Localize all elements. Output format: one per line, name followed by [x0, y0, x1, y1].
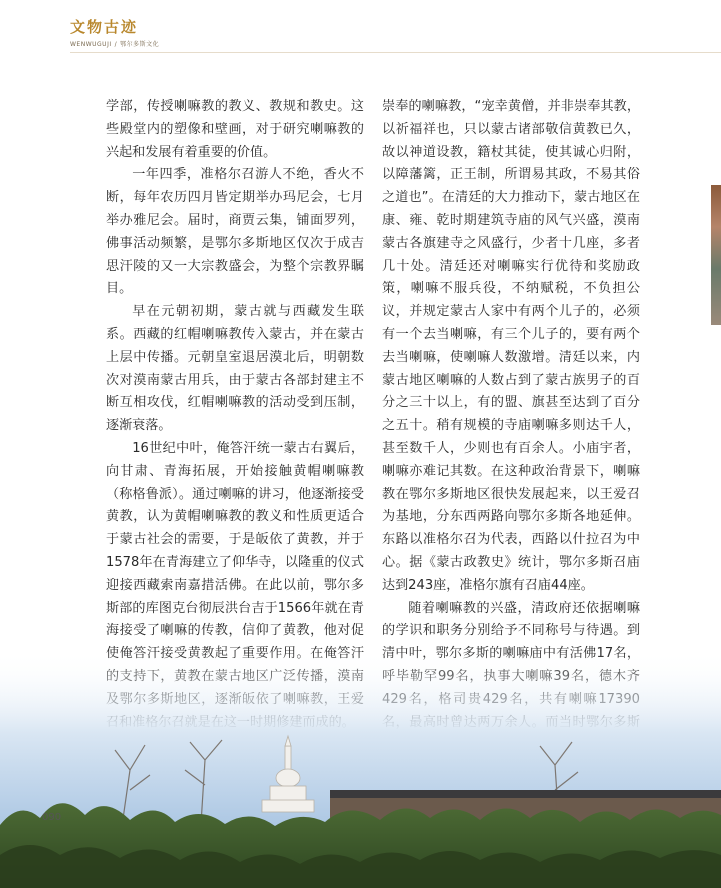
paragraph: 一年四季，准格尔召游人不绝，香火不断，每年农历四月皆定期举办玛尼会，七月举办雅尼会。届时，商贾云集，铺面罗列，佛事活动频繁，是鄂尔多斯地区仅次于成吉思汗陵的又一大宗教盛会，为整个宗教界瞩目。: [106, 167, 364, 297]
column-title: 文物古迹: [70, 18, 139, 36]
page-number: 090: [42, 812, 62, 823]
paragraph: 16世纪中叶，俺答汗统一蒙古右翼后，向甘肃、青海拓展，开始接触黄帽喇嘛教（称格鲁派）。通过喇嘛的讲习，他逐渐接受黄教，认为黄帽喇嘛教的教义和性质更适合于蒙古社会的需要，于是皈依了黄教，并于1578年在青海建立了仰华寺，以隆重的仪式迎接西藏索南嘉措活佛。在此以前，鄂尔多斯部的库图克台彻辰洪台吉于1566年就在青海接受了喇嘛的传教，信仰了黄教，他对促: [106, 440, 364, 639]
paragraph: 崇奉的喇嘛教，“宠幸黄僧，并非崇奉其教，以祈福祥也，只以蒙古诸部敬信黄教已久，故以神道设教，籍杖其徒，使其诚心归附，以障藩篱，正王制，所谓易其政，不易其俗之道也”。在清廷的大力推动下，蒙古地区在康、雍、乾时期建筑寺庙的风气兴盛，漠南蒙古各旗建寺之风盛行，少者十几座，多者几十处。清廷还对喇嘛实行优待和奖励政策，喇嘛不服兵役，不纳赋税，不负担公议，并规定蒙古人家中有两个儿子的，必须有一个去当喇嘛，有三个儿子的，要有两个去当喇嘛，使喇嘛人数激增。清廷以来，内蒙古地区喇嘛的人数占到了蒙古族男子的百分之三十以上，有的盟、旗甚至达到了百分之五十。稍有规模的寺庙喇嘛多则达千人，甚至数千人，少则也有百余人。小庙宇者，喇嘛亦难记其数。在这种政治背景下，喇嘛教在鄂尔多斯地区很快发展起来，以王爱召为基地，分东西两路向鄂尔多斯各地延伸。东路以准格尔召为代表，西路以什拉召为中心。据《蒙古政教史》统计，鄂尔多斯召庙达到243座，准格尔旗有召庙44座。: [382, 99, 640, 593]
paragraph: 早在元朝初期，蒙古就与西藏发生联系。西藏的红帽喇嘛教传入蒙古，并在蒙古上层中传播。元朝皇室退居漠北后，明朝数次对漠南蒙古用兵，由于蒙古各部封建主不断互相攻伐，红帽喇嘛教的活动受到压制，逐渐衰落。: [106, 304, 364, 434]
paragraph: 随着喇嘛教的兴盛，清政府还依据喇嘛的学识和职务分别给予不同称号与待遇。到: [382, 600, 640, 639]
temple-roof: [330, 790, 721, 798]
header-section: 鄂尔多斯文化: [120, 41, 160, 48]
photo-edge-strip: [711, 185, 721, 325]
header-separator: /: [114, 41, 118, 48]
temple-photo: [0, 650, 721, 888]
header-pinyin: WENWUGUJI: [70, 41, 112, 48]
running-header: [70, 16, 159, 48]
header-subtitle: [70, 39, 159, 48]
header-rule: [70, 52, 721, 53]
paragraph: 学部，传授喇嘛教的教义、教规和教史。这些殿堂内的塑像和壁画，对于研究喇嘛教的兴起和发展有着重要的价值。: [106, 99, 364, 160]
